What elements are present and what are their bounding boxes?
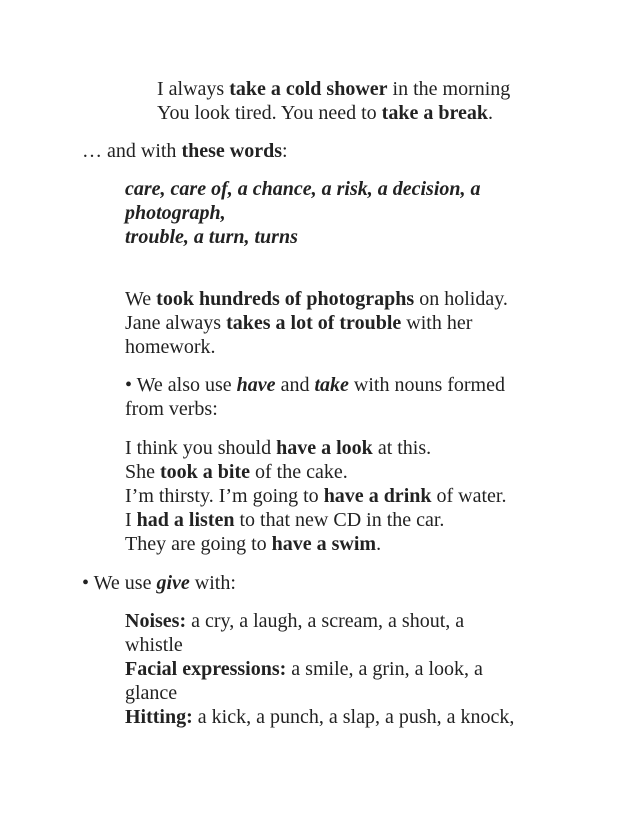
give-category [125,609,464,633]
text: You look tired. You need to [157,102,382,124]
text: … and with [82,140,182,162]
category-label: Facial expressions: [125,658,287,680]
category-label: Hitting: [125,706,193,728]
text: I think you should [125,437,277,459]
text: They are going to [125,533,272,555]
give-category [125,705,514,729]
text: on holiday. [414,288,508,310]
text: a cry, a laugh, a scream, a shout, a [186,610,465,632]
bold-phrase: took a bite [160,461,250,483]
example-sentence [125,532,381,556]
bold-italic-word: have [236,374,276,396]
bold-phrase: take a cold shower [229,78,388,100]
bold-italic-word: take [314,374,349,396]
bold-phrase: have a drink [323,485,432,507]
example-sentence [125,311,472,335]
intro-these-words [82,139,288,163]
word-list-line: trouble, a turn, turns [125,226,298,248]
example-sentence [157,101,493,125]
bold-phrase: took hundreds of photographs [156,288,415,310]
text: We [125,288,157,310]
text: : [281,140,288,162]
text: homework. [125,336,216,358]
text: • We use [82,572,157,594]
text: She [125,461,160,483]
text: I always [157,78,230,100]
bold-phrase: these words [181,140,282,162]
text: I [125,509,137,531]
bold-phrase: had a listen [136,509,235,531]
give-category-cont: glance [125,682,178,704]
text: a kick, a punch, a slap, a push, a knock, [192,706,515,728]
text: I’m thirsty. I’m going to [125,485,324,507]
nouns-note-cont: from verbs: [125,398,218,420]
bold-phrase: have a look [276,437,373,459]
bold-phrase: takes a lot of trouble [226,312,402,334]
word-list-line: photograph, [125,202,226,224]
text: to that new CD in the car. [234,509,445,531]
example-sentence [125,436,431,460]
bold-phrase: have a swim [271,533,377,555]
text: and [275,374,315,396]
text: a smile, a grin, a look, a [286,658,483,680]
example-sentence [125,287,508,311]
text: in the morning [387,78,511,100]
category-label: Noises: [125,610,187,632]
example-sentence [157,77,510,101]
word-list-line: care, care of, a chance, a risk, a decision, a [125,178,481,200]
nouns-note [125,373,505,397]
give-note [82,571,236,595]
text: with her [401,312,473,334]
example-sentence [125,460,348,484]
bold-phrase: take a break [381,102,488,124]
text: . [376,533,382,555]
text: . [487,102,493,124]
example-sentence [125,484,506,508]
text: at this. [372,437,432,459]
example-sentence [125,508,444,532]
bold-italic-word: give [156,572,190,594]
text: with: [189,572,236,594]
text: • We also use [125,374,237,396]
give-category [125,657,483,681]
text: Jane always [125,312,227,334]
text: of the cake. [250,461,348,483]
give-category-cont: whistle [125,634,183,656]
text: with nouns formed [348,374,505,396]
text: of water. [431,485,507,507]
example-sentence [125,335,216,359]
